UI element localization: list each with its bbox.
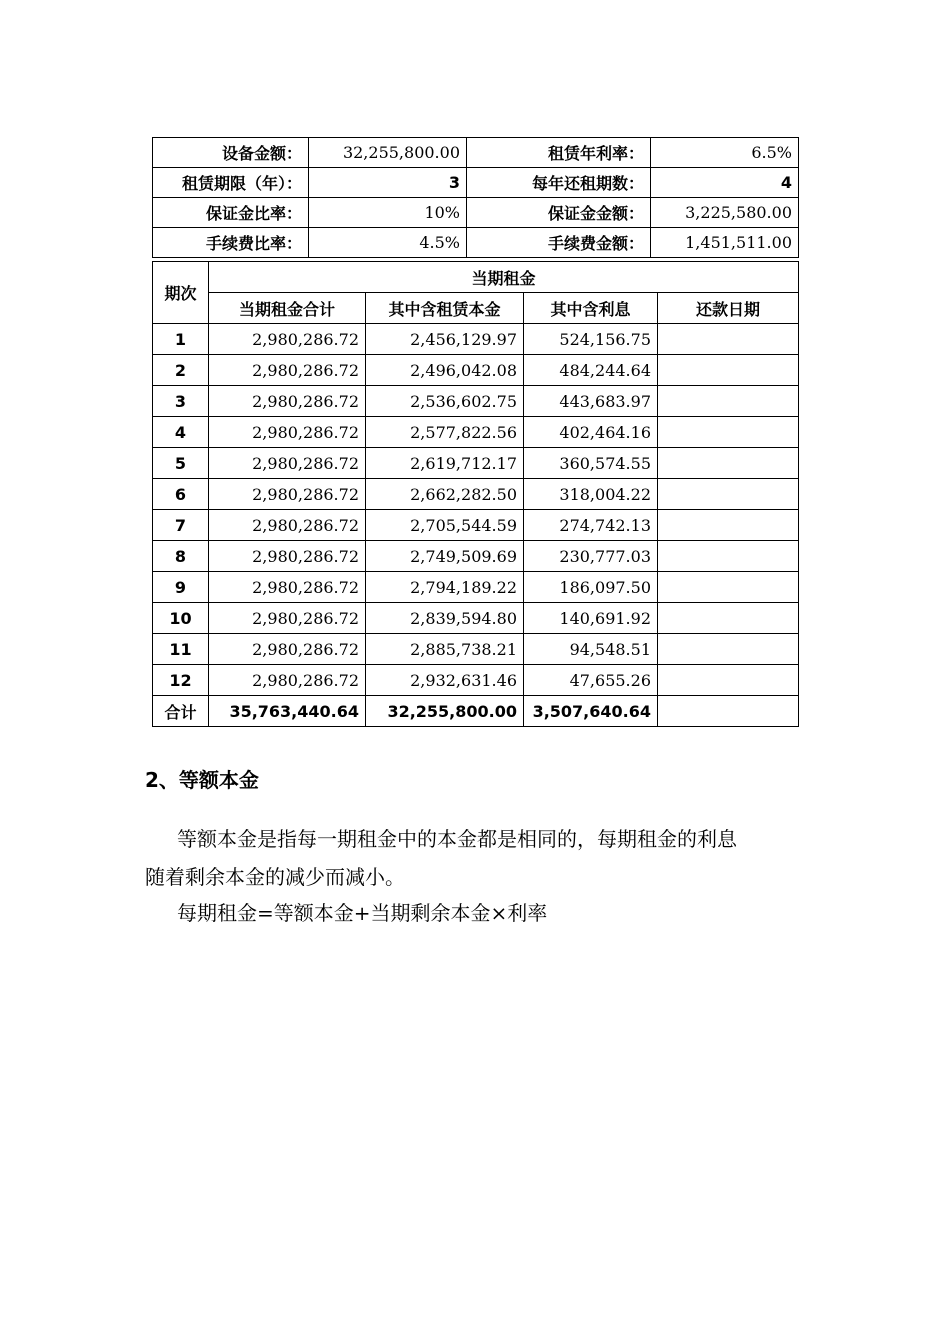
current-rent-group-header: 当期租金 — [209, 262, 799, 293]
paragraph-line: 等额本金是指每一期租金中的本金都是相同的，每期租金的利息 — [177, 827, 737, 851]
fee-rate-value: 4.5% — [309, 228, 467, 258]
total-rent-cell: 2,980,286.72 — [209, 417, 366, 448]
interest-cell: 402,464.16 — [524, 417, 658, 448]
interest-cell: 318,004.22 — [524, 479, 658, 510]
schedule-body — [153, 324, 799, 727]
table-row — [153, 417, 799, 448]
schedule-subheader-row — [153, 293, 799, 324]
repayment-date-header: 还款日期 — [658, 293, 799, 324]
total-rent-cell: 2,980,286.72 — [209, 386, 366, 417]
repayment-date-cell — [658, 448, 799, 479]
table-row — [153, 510, 799, 541]
table-row — [153, 541, 799, 572]
params-row — [153, 198, 799, 228]
table-row — [153, 324, 799, 355]
total-rent-header: 当期租金合计 — [209, 293, 366, 324]
period-cell: 9 — [153, 572, 209, 603]
period-cell: 8 — [153, 541, 209, 572]
total-rent-cell: 2,980,286.72 — [209, 572, 366, 603]
interest-header: 其中含利息 — [524, 293, 658, 324]
principal-header: 其中含租赁本金 — [366, 293, 524, 324]
period-cell: 11 — [153, 634, 209, 665]
interest-cell: 524,156.75 — [524, 324, 658, 355]
period-cell: 5 — [153, 448, 209, 479]
fee-amount-value: 1,451,511.00 — [651, 228, 799, 258]
principal-cell: 2,619,712.17 — [366, 448, 524, 479]
principal-cell: 2,662,282.50 — [366, 479, 524, 510]
periods-per-year-value: 4 — [651, 168, 799, 198]
schedule-header-row — [153, 262, 799, 293]
period-cell: 10 — [153, 603, 209, 634]
table-row — [153, 479, 799, 510]
principal-cell: 2,885,738.21 — [366, 634, 524, 665]
period-cell: 1 — [153, 324, 209, 355]
principal-cell: 2,536,602.75 — [366, 386, 524, 417]
principal-cell: 2,577,822.56 — [366, 417, 524, 448]
repayment-date-cell — [658, 324, 799, 355]
periods-per-year-label: 每年还租期数： — [467, 168, 651, 198]
table-row — [153, 634, 799, 665]
interest-cell: 140,691.92 — [524, 603, 658, 634]
interest-cell: 274,742.13 — [524, 510, 658, 541]
formula-line: 每期租金=等额本金+当期剩余本金×利率 — [177, 901, 548, 925]
annual-rate-value: 6.5% — [651, 138, 799, 168]
interest-cell: 484,244.64 — [524, 355, 658, 386]
deposit-rate-value: 10% — [309, 198, 467, 228]
repayment-date-cell — [658, 479, 799, 510]
table-row — [153, 665, 799, 696]
deposit-rate-label: 保证金比率： — [153, 198, 309, 228]
table-row — [153, 448, 799, 479]
total-row — [153, 696, 799, 727]
total-rent-cell: 2,980,286.72 — [209, 634, 366, 665]
principal-cell: 2,932,631.46 — [366, 665, 524, 696]
repayment-date-cell — [658, 572, 799, 603]
repayment-date-cell — [658, 603, 799, 634]
total-rent-cell: 2,980,286.72 — [209, 324, 366, 355]
principal-cell: 2,749,509.69 — [366, 541, 524, 572]
params-row — [153, 168, 799, 198]
fee-rate-label: 手续费比率： — [153, 228, 309, 258]
total-rent-cell: 2,980,286.72 — [209, 510, 366, 541]
repayment-date-cell — [658, 386, 799, 417]
deposit-amount-value: 3,225,580.00 — [651, 198, 799, 228]
repayment-date-cell — [658, 510, 799, 541]
total-rent-cell: 2,980,286.72 — [209, 541, 366, 572]
deposit-amount-label: 保证金金额： — [467, 198, 651, 228]
interest-cell: 186,097.50 — [524, 572, 658, 603]
table-row — [153, 603, 799, 634]
section-heading: 2、等额本金 — [145, 768, 259, 792]
repayment-date-cell — [658, 417, 799, 448]
paragraph-line: 随着剩余本金的减少而减小。 — [145, 865, 405, 889]
interest-cell: 360,574.55 — [524, 448, 658, 479]
table-row — [153, 572, 799, 603]
total-rent-cell: 2,980,286.72 — [209, 355, 366, 386]
total-rent-cell: 2,980,286.72 — [209, 479, 366, 510]
period-cell: 7 — [153, 510, 209, 541]
repayment-date-cell — [658, 634, 799, 665]
total-rent-cell: 2,980,286.72 — [209, 603, 366, 634]
repayment-date-sum-cell — [658, 696, 799, 727]
period-cell: 6 — [153, 479, 209, 510]
repayment-date-cell — [658, 541, 799, 572]
interest-cell: 443,683.97 — [524, 386, 658, 417]
principal-cell: 2,705,544.59 — [366, 510, 524, 541]
total-rent-cell: 2,980,286.72 — [209, 448, 366, 479]
interest-cell: 94,548.51 — [524, 634, 658, 665]
principal-cell: 2,794,189.22 — [366, 572, 524, 603]
interest-cell: 230,777.03 — [524, 541, 658, 572]
total-rent-sum-cell: 35,763,440.64 — [209, 696, 366, 727]
period-header: 期次 — [153, 262, 209, 324]
principal-cell: 2,839,594.80 — [366, 603, 524, 634]
fee-amount-label: 手续费金额： — [467, 228, 651, 258]
table-row — [153, 386, 799, 417]
total-label-cell: 合计 — [153, 696, 209, 727]
params-row — [153, 138, 799, 168]
table-row — [153, 355, 799, 386]
params-row — [153, 228, 799, 258]
equipment-amount-value: 32,255,800.00 — [309, 138, 467, 168]
interest-cell: 47,655.26 — [524, 665, 658, 696]
lease-term-value: 3 — [309, 168, 467, 198]
period-cell: 3 — [153, 386, 209, 417]
lease-term-label: 租赁期限（年）： — [153, 168, 309, 198]
lease-parameters-table — [152, 137, 799, 258]
interest-sum-cell: 3,507,640.64 — [524, 696, 658, 727]
rent-schedule-table — [152, 261, 799, 727]
repayment-date-cell — [658, 665, 799, 696]
total-rent-cell: 2,980,286.72 — [209, 665, 366, 696]
period-cell: 4 — [153, 417, 209, 448]
principal-sum-cell: 32,255,800.00 — [366, 696, 524, 727]
principal-cell: 2,456,129.97 — [366, 324, 524, 355]
period-cell: 12 — [153, 665, 209, 696]
annual-rate-label: 租赁年利率： — [467, 138, 651, 168]
repayment-date-cell — [658, 355, 799, 386]
principal-cell: 2,496,042.08 — [366, 355, 524, 386]
period-cell: 2 — [153, 355, 209, 386]
equipment-amount-label: 设备金额： — [153, 138, 309, 168]
